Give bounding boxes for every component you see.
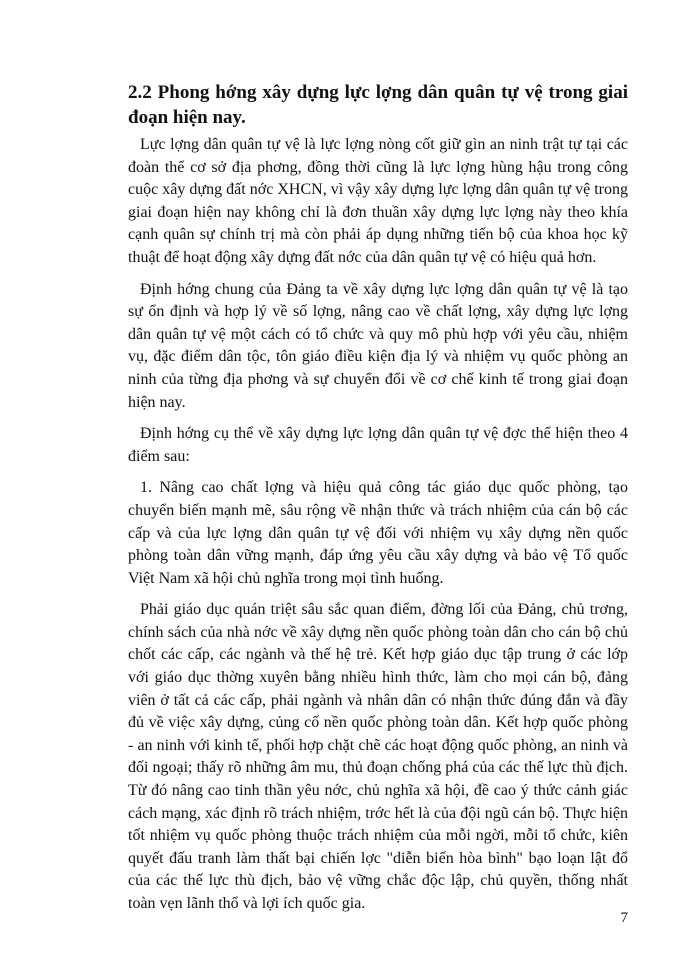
paragraph-3: Định hớng cụ thể về xây dựng lực lợng dân quân tự vệ đợc thể hiện theo 4 điểm sau: [128,425,628,465]
paragraph-4: 1. Nâng cao chất lợng và hiệu quả công tác giáo dục quốc phòng, tạo chuyển biến mạnh mẽ, sâu rộng về nhận thức và trách nhiệm của cán bộ các cấp và của lực lợng dân quân tự vệ đối với nhiệm vụ xây dựng nền quốc phòng toàn dân vững mạnh, đáp ứng yêu cầu xây dựng và bảo vệ Tổ quốc Việt Nam xã hội chủ nghĩa trong mọi tình huống. [128,479,628,587]
paragraph-1: Lực lợng dân quân tự vệ là lực lợng nòng cốt giữ gìn an ninh trật tự tại các đoàn thể cơ sở địa phơng, đồng thời cũng là lực lợng hùng hậu trong công cuộc xây dựng đất nớc XHCN, vì vậy xây dựng lực lợng dân quân tự vệ trong giai đoạn hiện nay không chỉ là đơn thuần xây dựng lực lợng này theo khía cạnh quân sự chính trị mà còn phải áp dụng những tiến bộ của khoa học kỹ thuật để hoạt động xây dựng đất nớc của dân quân tự vệ có hiệu quả hơn. [128,136,628,266]
body-text [128,134,628,925]
page-number: 7 [620,910,628,926]
paragraph-5: Phải giáo dục quán triệt sâu sắc quan điểm, đờng lối của Đảng, chủ trơng, chính sách của nhà nớc về xây dựng nền quốc phòng toàn dân cho cán bộ chủ chốt các cấp, các ngành và thế hệ trẻ. Kết hợp giáo dục tập trung ở các lớp với giáo dục thờng xuyên bằng nhiều hình thức, làm cho mọi cán bộ, đảng viên ở tất cả các cấp, phải ngành và nhân dân có nhận thức đúng đắn và đầy đủ về việc xây dựng, củng cố nền quốc phòng toàn dân. Kết hợp quốc phòng - an ninh với kinh tế, phối hợp chặt chẽ các hoạt động quốc phòng, an ninh và đối ngoại; thấy rõ những âm mu, thủ đoạn chống phá của các thế lực thù địch. Từ đó nâng cao tinh thần yêu nớc, chủ nghĩa xã hội, đề cao ý thức cảnh giác cách mạng, xác định rõ trách nhiệm, trớc hết là của đội ngũ cán bộ. Thực hiện tốt nhiệm vụ quốc phòng thuộc trách nhiệm của mỗi ngời, mỗi tổ chức, kiên quyết đấu tranh làm thất bại chiến lợc "diễn biến hòa bình" bạo loạn lật đổ của các thế lực thù địch, bảo vệ vững chắc độc lập, chủ quyền, thống nhất toàn vẹn lãnh thổ và lợi ích quốc gia. [128,601,628,912]
paragraph-2: Định hớng chung của Đảng ta về xây dựng lực lợng dân quân tự vệ là tạo sự ổn định và hợp lý về số lợng, nâng cao về chất lợng, xây dựng lực lợng dân quân tự vệ một cách có tổ chức và quy mô phù hợp với yêu cầu, nhiệm vụ, đặc điểm dân tộc, tôn giáo điều kiện địa lý và nhiệm vụ quốc phòng an ninh của từng địa phơng và sự chuyển đổi về cơ chế kinh tế trong giai đoạn hiện nay. [128,280,628,411]
section-heading: 2.2 Phong hớng xây dựng lực lợng dân quân tự vệ trong giai đoạn hiện nay. [128,82,628,128]
